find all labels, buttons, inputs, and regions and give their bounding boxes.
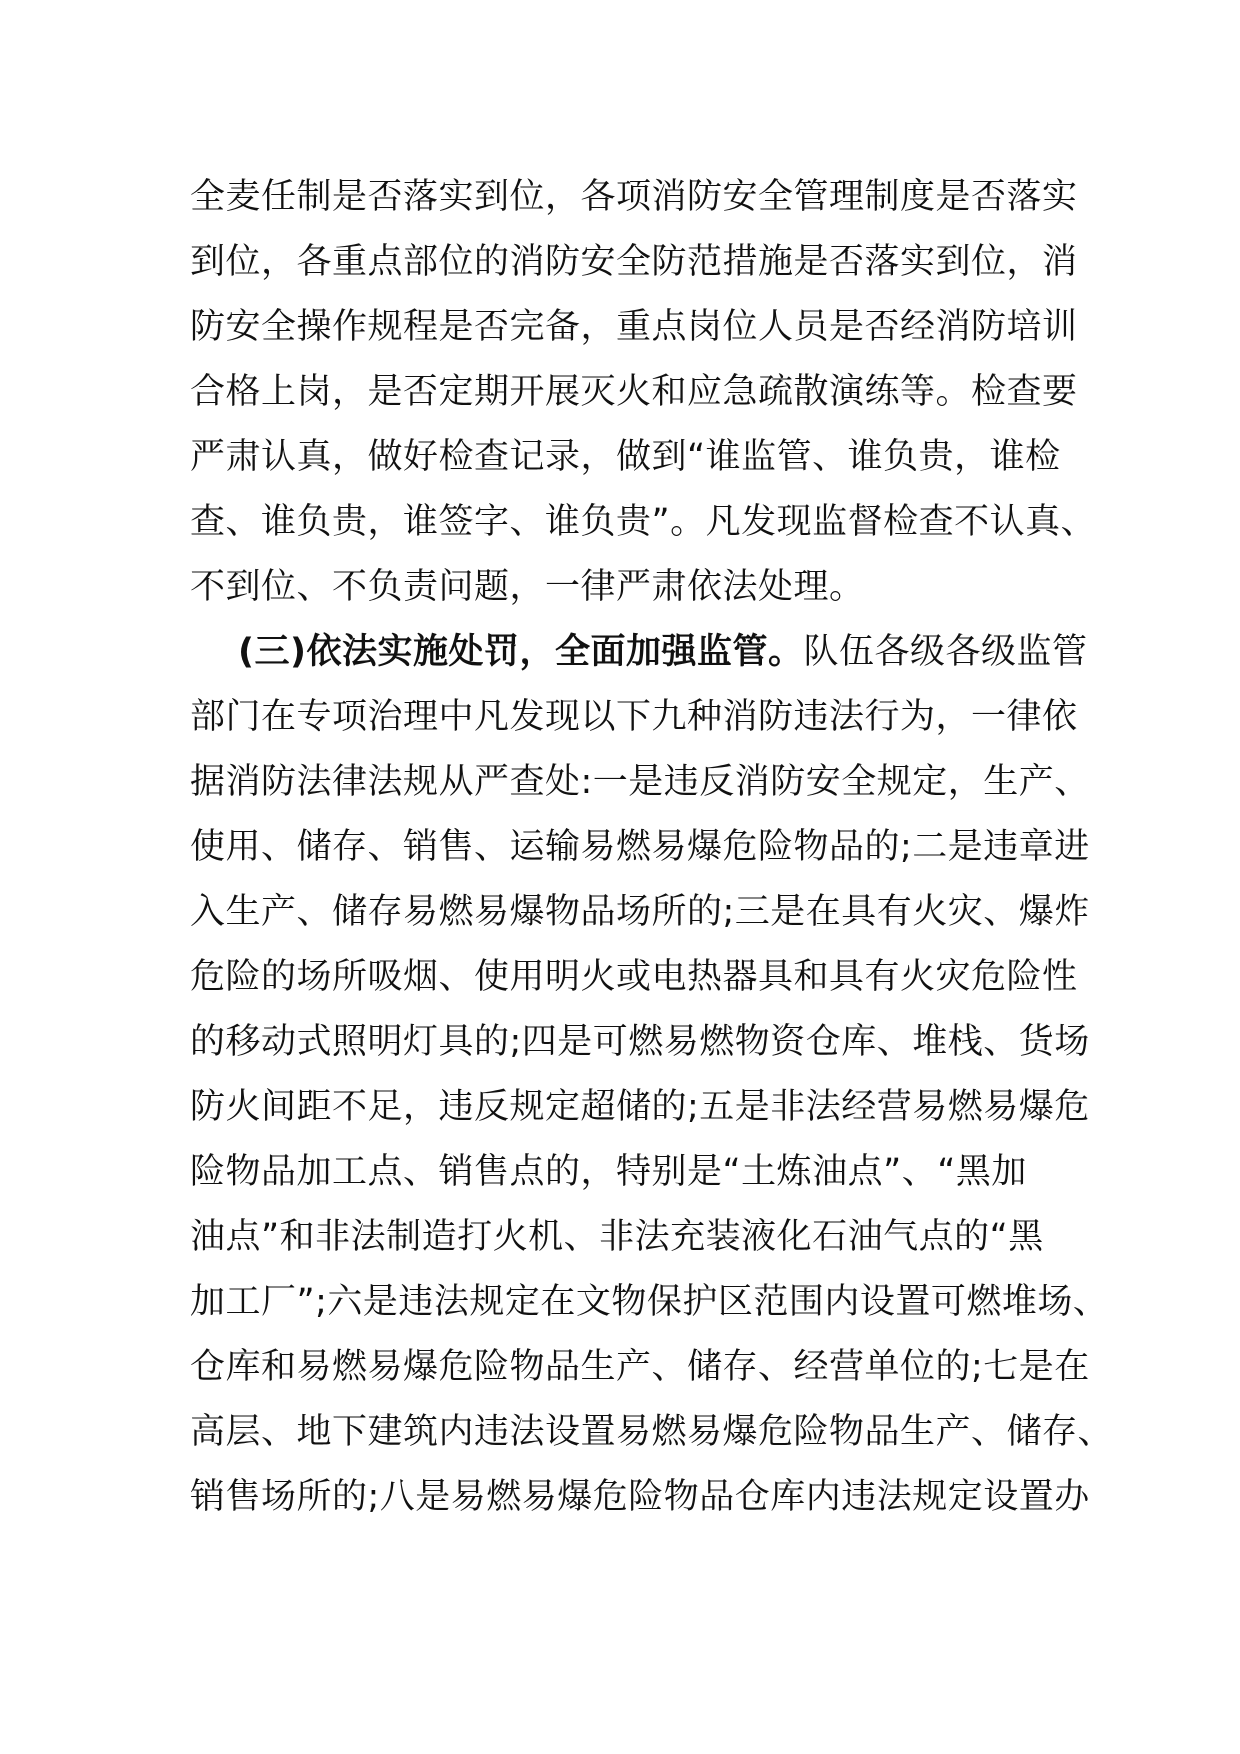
heading-line-text: 队伍各级各级监管	[803, 632, 1088, 672]
section-heading-line	[190, 620, 1088, 685]
body-line: 仓库和易燃易爆危险物品生产、储存、经营单位的;七是在	[190, 1347, 1090, 1387]
body-line: 部门在专项治理中凡发现以下九种消防违法行为，一律依	[190, 697, 1078, 737]
body-line: 使用、储存、销售、运输易燃易爆危险物品的;二是违章进	[190, 827, 1090, 867]
body-line: 查、谁负贵，谁签字、谁负贵”。凡发现监督检查不认真、	[190, 502, 1097, 542]
body-line: 危险的场所吸烟、使用明火或电热器具和具有火灾危险性	[190, 957, 1078, 997]
body-line: 到位，各重点部位的消防安全防范措施是否落实到位，消	[190, 242, 1078, 282]
body-line: 防火间距不足，违反规定超储的;五是非法经营易燃易爆危	[190, 1087, 1090, 1127]
body-line: 据消防法律法规从严查处:一是违反消防安全规定，生产、	[190, 762, 1090, 802]
body-line: 险物品加工点、销售点的，特别是“土炼油点”、“黑加	[190, 1152, 1027, 1192]
body-line: 油点”和非法制造打火机、非法充装液化石油气点的“黑	[190, 1217, 1044, 1257]
document-body	[190, 165, 1114, 1530]
body-line: 不到位、不负责问题，一律严肃依法处理。	[190, 567, 865, 607]
section-heading: (三)依法实施处罚，全面加强监管。	[238, 632, 804, 672]
body-line: 销售场所的;八是易燃易爆危险物品仓库内违法规定设置办	[190, 1477, 1090, 1517]
body-line: 入生产、储存易燃易爆物品场所的;三是在具有火灾、爆炸	[190, 892, 1090, 932]
body-line: 严肃认真，做好检查记录，做到“谁监管、谁负贵，谁检	[190, 437, 1061, 477]
body-line: 合格上岗，是否定期开展灭火和应急疏散演练等。检查要	[190, 372, 1078, 412]
body-line: 加工厂”;六是违法规定在文物保护区范围内设置可燃堆场、	[190, 1282, 1109, 1322]
body-line: 的移动式照明灯具的;四是可燃易燃物资仓库、堆栈、货场	[190, 1022, 1090, 1062]
body-line: 防安全操作规程是否完备，重点岗位人员是否经消防培训	[190, 307, 1078, 347]
body-line: 全麦任制是否落实到位，各项消防安全管理制度是否落实	[190, 177, 1078, 217]
body-line: 高层、地下建筑内违法设置易燃易爆危险物品生产、储存、	[190, 1412, 1114, 1452]
